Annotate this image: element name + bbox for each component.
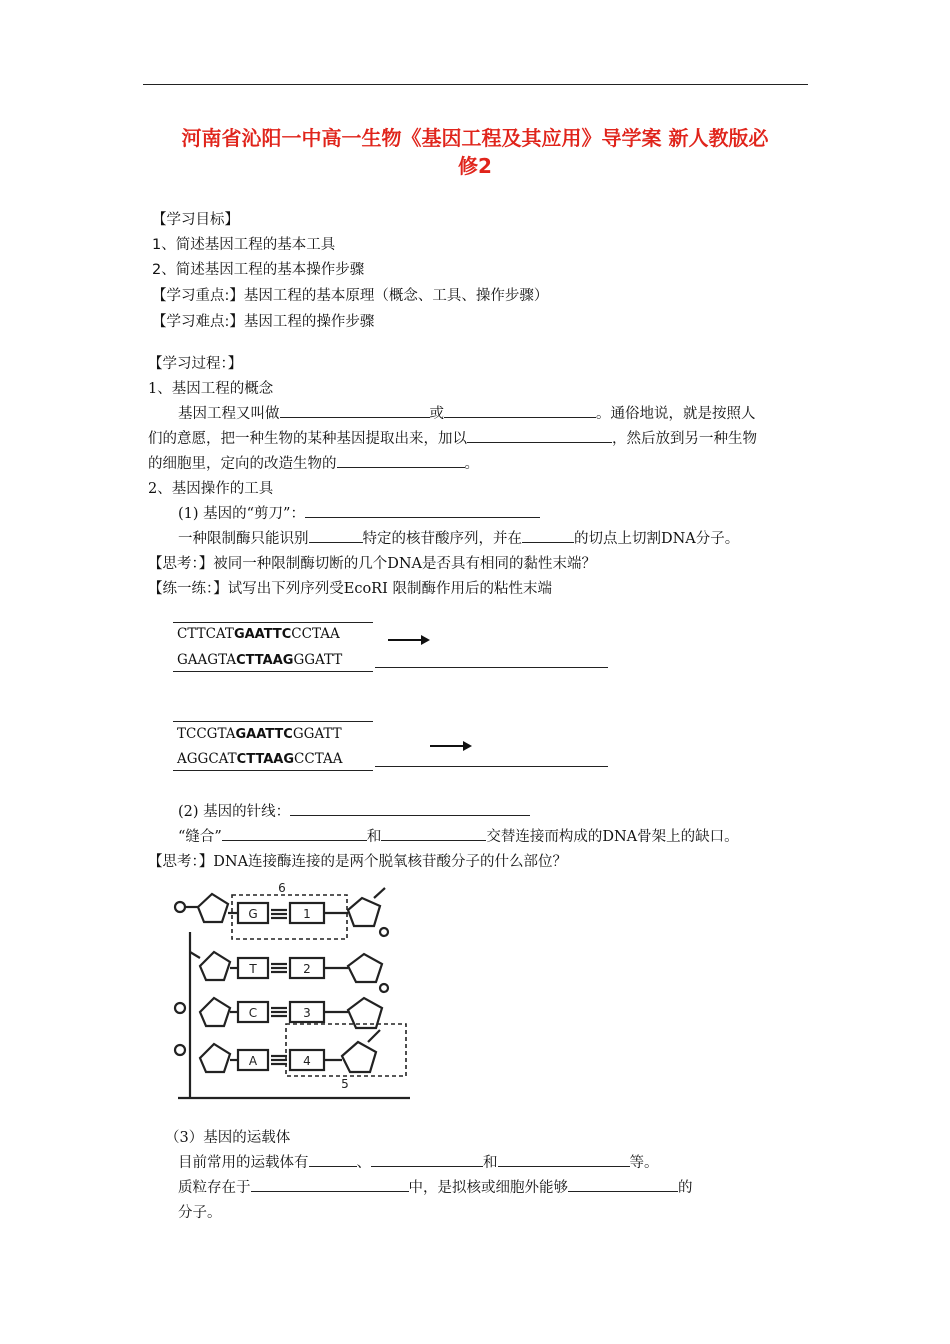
arrow-icon bbox=[388, 639, 428, 641]
needle-line: “缝合” 和 交替连接而构成的DNA骨架上的缺口。 bbox=[178, 825, 739, 846]
think-1: 【思考：】被同一种限制酶切断的几个DNA是否具有相同的黏性末端？ bbox=[148, 556, 597, 572]
pentose-icon bbox=[200, 998, 230, 1026]
phosphate-icon bbox=[380, 984, 388, 992]
blank-recognize[interactable] bbox=[309, 528, 363, 543]
diagram-label-6: 6 bbox=[278, 881, 286, 895]
answer-line-1[interactable] bbox=[375, 667, 608, 668]
title-line-1: 河南省沁阳一中高一生物《基因工程及其应用》导学案 新人教版必 bbox=[181, 126, 769, 150]
header-rule bbox=[143, 84, 808, 85]
base-t-label: T bbox=[249, 962, 257, 976]
blank-cut-site[interactable] bbox=[522, 528, 574, 543]
number-2-label: 2 bbox=[303, 962, 311, 976]
blank-scissors[interactable] bbox=[305, 503, 540, 518]
key-point: 【学习重点:】基因工程的基本原理（概念、工具、操作步骤） bbox=[152, 288, 549, 304]
number-1-label: 1 bbox=[303, 907, 311, 921]
answer-line-2[interactable] bbox=[375, 766, 608, 767]
arrow-icon bbox=[430, 745, 470, 747]
objectives-heading: 【学习目标】 bbox=[152, 212, 239, 228]
pentose-icon bbox=[200, 952, 230, 980]
ecori-site: GAATTC bbox=[235, 727, 293, 742]
objective-1: 1、简述基因工程的基本工具 bbox=[152, 237, 336, 253]
blank-sew-1[interactable] bbox=[222, 826, 367, 841]
ecori-site: CTTAAG bbox=[236, 653, 294, 668]
think-2: 【思考：】DNA连接酶连接的是两个脱氧核苷酸分子的什么部位？ bbox=[148, 854, 568, 870]
base-a-label: A bbox=[248, 1054, 258, 1068]
base-c-label: C bbox=[248, 1006, 258, 1020]
diagram-label-5: 5 bbox=[341, 1077, 349, 1091]
seq2-top-strand-line bbox=[173, 721, 373, 722]
practice-prompt: 【练一练：】试写出下列序列受EcoRⅠ 限制酶作用后的粘性末端 bbox=[148, 581, 552, 597]
pentose-icon bbox=[342, 1042, 376, 1072]
vector-line-3: 分子。 bbox=[178, 1205, 222, 1221]
scissors-question: (1) 基因的“剪刀”： bbox=[178, 502, 540, 523]
blank-gene-engineering-alias-1[interactable] bbox=[280, 403, 430, 418]
base-g-label: G bbox=[248, 907, 258, 921]
seq1-top-strand: CTTCATGAATTCCCTAA bbox=[177, 626, 340, 642]
seq2-bottom-strand-line bbox=[173, 770, 373, 771]
seq1-top-strand-line bbox=[173, 622, 373, 623]
blank-vector-3[interactable] bbox=[498, 1152, 630, 1167]
number-3-label: 3 bbox=[303, 1006, 311, 1020]
vector-line-1: 目前常用的运载体有 、 和 等。 bbox=[178, 1151, 659, 1172]
number-4-label: 4 bbox=[303, 1054, 311, 1068]
blank-trait[interactable] bbox=[337, 453, 465, 468]
seq1-bottom-strand: GAAGTACTTAAGGGATT bbox=[177, 652, 343, 668]
dna-structure-diagram bbox=[170, 880, 420, 1100]
phosphate-icon bbox=[175, 902, 185, 912]
page-title bbox=[140, 124, 810, 180]
needle-question: (2) 基因的针线： bbox=[178, 800, 530, 821]
blank-needle[interactable] bbox=[290, 801, 530, 816]
pentose-icon bbox=[348, 898, 380, 926]
objective-2: 2、简述基因工程的基本操作步骤 bbox=[152, 262, 365, 278]
blank-plasmid-ability[interactable] bbox=[568, 1177, 678, 1192]
phosphate-icon bbox=[175, 1003, 185, 1013]
blank-vector-1[interactable] bbox=[309, 1152, 357, 1167]
section-1-title: 1、基因工程的概念 bbox=[148, 381, 274, 397]
pentose-icon bbox=[348, 954, 382, 982]
seq2-top-strand: TCCGTAGAATTCGGATT bbox=[177, 726, 342, 742]
title-line-2: 修2 bbox=[458, 154, 492, 178]
section-1-line-3: 的细胞里，定向的改造生物的 。 bbox=[148, 452, 479, 473]
phosphate-icon bbox=[175, 1045, 185, 1055]
seq1-bottom-strand-line bbox=[173, 671, 373, 672]
vector-line-2: 质粒存在于 中，是拟核或细胞外能够 的 bbox=[178, 1176, 693, 1197]
difficulty: 【学习难点:】基因工程的操作步骤 bbox=[152, 314, 375, 330]
pentose-icon bbox=[198, 894, 228, 922]
seq2-bottom-strand: AGGCATCTTAAGCCTAA bbox=[177, 751, 343, 767]
section-2-title: 2、基因操作的工具 bbox=[148, 481, 274, 497]
pentose-icon bbox=[200, 1044, 230, 1072]
blank-plasmid-location[interactable] bbox=[251, 1177, 409, 1192]
process-heading: 【学习过程：】 bbox=[148, 356, 243, 372]
blank-modify[interactable] bbox=[467, 428, 612, 443]
ecori-site: GAATTC bbox=[233, 627, 292, 642]
phosphate-icon bbox=[380, 928, 388, 936]
scissors-line: 一种限制酶只能识别 特定的核苷酸序列，并在 的切点上切割DNA分子。 bbox=[178, 527, 739, 548]
blank-sew-2[interactable] bbox=[381, 826, 486, 841]
section-1-line-2: 们的意愿，把一种生物的某种基因提取出来，加以 ，然后放到另一种生物 bbox=[148, 427, 757, 448]
blank-gene-engineering-alias-2[interactable] bbox=[444, 403, 596, 418]
blank-vector-2[interactable] bbox=[371, 1152, 483, 1167]
section-1-line-1: 基因工程又叫做 或 。通俗地说，就是按照人 bbox=[178, 402, 756, 423]
vector-question: （3）基因的运载体 bbox=[165, 1130, 291, 1146]
ecori-site: CTTAAG bbox=[236, 752, 295, 767]
